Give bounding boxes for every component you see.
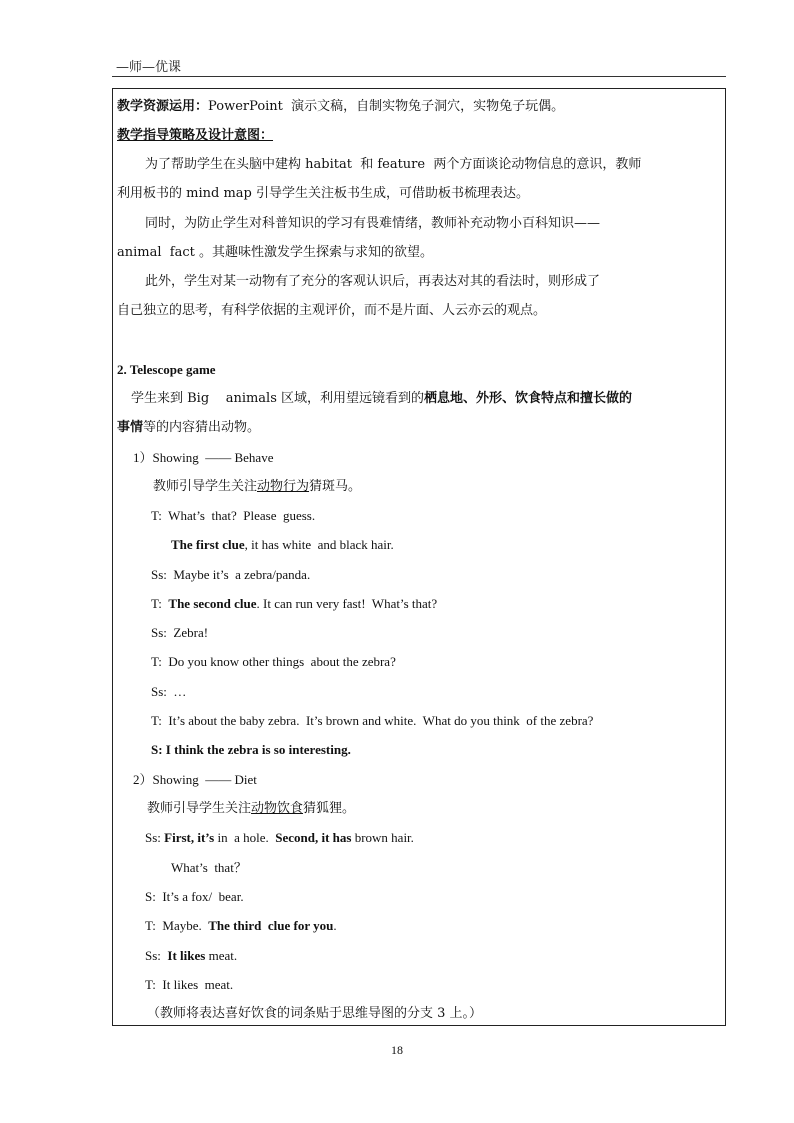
strategy-p1-line1: 为了帮助学生在头脑中建构 habitat 和 feature 两个方面谈论动物信息的意识，教师: [145, 157, 642, 172]
dialogue-text: , it has white and black hair.: [244, 537, 394, 552]
dialogue-line: [151, 595, 437, 613]
intro-text: 学生来到 Big animals 区域，利用望远镜看到的: [131, 391, 425, 406]
dialogue-line: What’s that？: [171, 860, 247, 875]
teacher-note: （教师将表达喜好饮食的词条贴于思维导图的分支 3 上。）: [147, 1006, 483, 1021]
intro-bold-text: 栖息地、外形、饮食特点和擅长做的: [424, 391, 633, 406]
section-title: 2. Telescope game: [117, 362, 216, 377]
note-underlined: 动物行为: [257, 479, 310, 494]
strategy-p2-line1: 同时，为防止学生对科普知识的学习有畏难情绪，教师补充动物小百科知识——: [145, 216, 601, 231]
step-1-note: [153, 478, 361, 496]
note-text: 猜斑马。: [309, 479, 362, 494]
strategy-p1-line2: 利用板书的 mind map 引导学生关注板书生成，可借助板书梳理表达。: [117, 186, 529, 201]
dialogue-text: .: [333, 918, 337, 933]
lesson-table-cell: [112, 88, 726, 1026]
strategy-p3-line1: 此外，学生对某一动物有了充分的客观认识后，再表达对其的看法时，则形成了: [145, 274, 601, 289]
dialogue-bold: The first clue: [171, 537, 245, 552]
note-underlined: 动物饮食: [251, 801, 304, 816]
dialogue-bold: The second clue: [168, 596, 257, 611]
dialogue-text: T:: [151, 596, 169, 611]
intro-line2: [117, 419, 260, 437]
dialogue-line: S: It’s a fox/ bear.: [145, 889, 244, 904]
step-2-note: [147, 800, 355, 818]
dialogue-text: Ss:: [145, 830, 165, 845]
strategy-heading: 教学指导策略及设计意图：: [117, 128, 274, 143]
dialogue-line: T: It’s about the baby zebra. It’s brown and white. What do you think of the zebra?: [151, 713, 594, 728]
dialogue-text: brown hair.: [351, 830, 414, 845]
resources-text: PowerPoint 演示文稿，自制实物兔子洞穴，实物兔子玩偶。: [208, 99, 565, 114]
dialogue-line: Ss: Zebra!: [151, 625, 209, 640]
page-number: 18: [391, 1043, 403, 1057]
dialogue-bold: It likes: [167, 948, 206, 963]
dialogue-line: [171, 536, 394, 554]
dialogue-text: Ss:: [145, 948, 168, 963]
dialogue-line: [145, 917, 337, 935]
strategy-p3-line2: 自己独立的思考，有科学依据的主观评价，而不是片面、人云亦云的观点。: [117, 303, 547, 318]
dialogue-bold: Second, it has: [275, 830, 352, 845]
dialogue-line: S: I think the zebra is so interesting.: [151, 742, 351, 757]
note-text: 教师引导学生关注: [147, 801, 252, 816]
dialogue-line: T: What’s that? Please guess.: [151, 508, 316, 523]
strategy-p2-line2: animal fact 。其趣味性激发学生探索与求知的欲望。: [117, 245, 433, 260]
intro-text: 等的内容猜出动物。: [143, 420, 261, 435]
note-text: 教师引导学生关注: [153, 479, 258, 494]
resources-label: 教学资源运用：: [117, 99, 209, 114]
page-header: —师—优课: [116, 60, 182, 75]
header-rule: [112, 76, 726, 77]
note-text: 猜狐狸。: [303, 801, 356, 816]
intro-line1: [131, 390, 632, 408]
dialogue-line: T: It likes meat.: [145, 977, 234, 992]
step-1-heading: 1）Showing —— Behave: [133, 450, 274, 465]
dialogue-text: T: Maybe.: [145, 918, 209, 933]
resources-line: [117, 98, 564, 116]
dialogue-line: Ss: …: [151, 684, 187, 699]
dialogue-line: Ss: Maybe it’s a zebra/panda.: [151, 567, 311, 582]
dialogue-line: [145, 947, 237, 965]
dialogue-text: . It can run very fast! What’s that?: [256, 596, 438, 611]
step-2-heading: 2）Showing —— Diet: [133, 772, 257, 787]
dialogue-line: [145, 829, 414, 847]
dialogue-bold: The third clue for you: [208, 918, 334, 933]
dialogue-bold: First, it’s: [164, 830, 215, 845]
intro-bold-text: 事情: [117, 420, 144, 435]
dialogue-line: T: Do you know other things about the zebra?: [151, 654, 396, 669]
dialogue-text: in a hole.: [214, 830, 276, 845]
dialogue-text: meat.: [205, 948, 238, 963]
